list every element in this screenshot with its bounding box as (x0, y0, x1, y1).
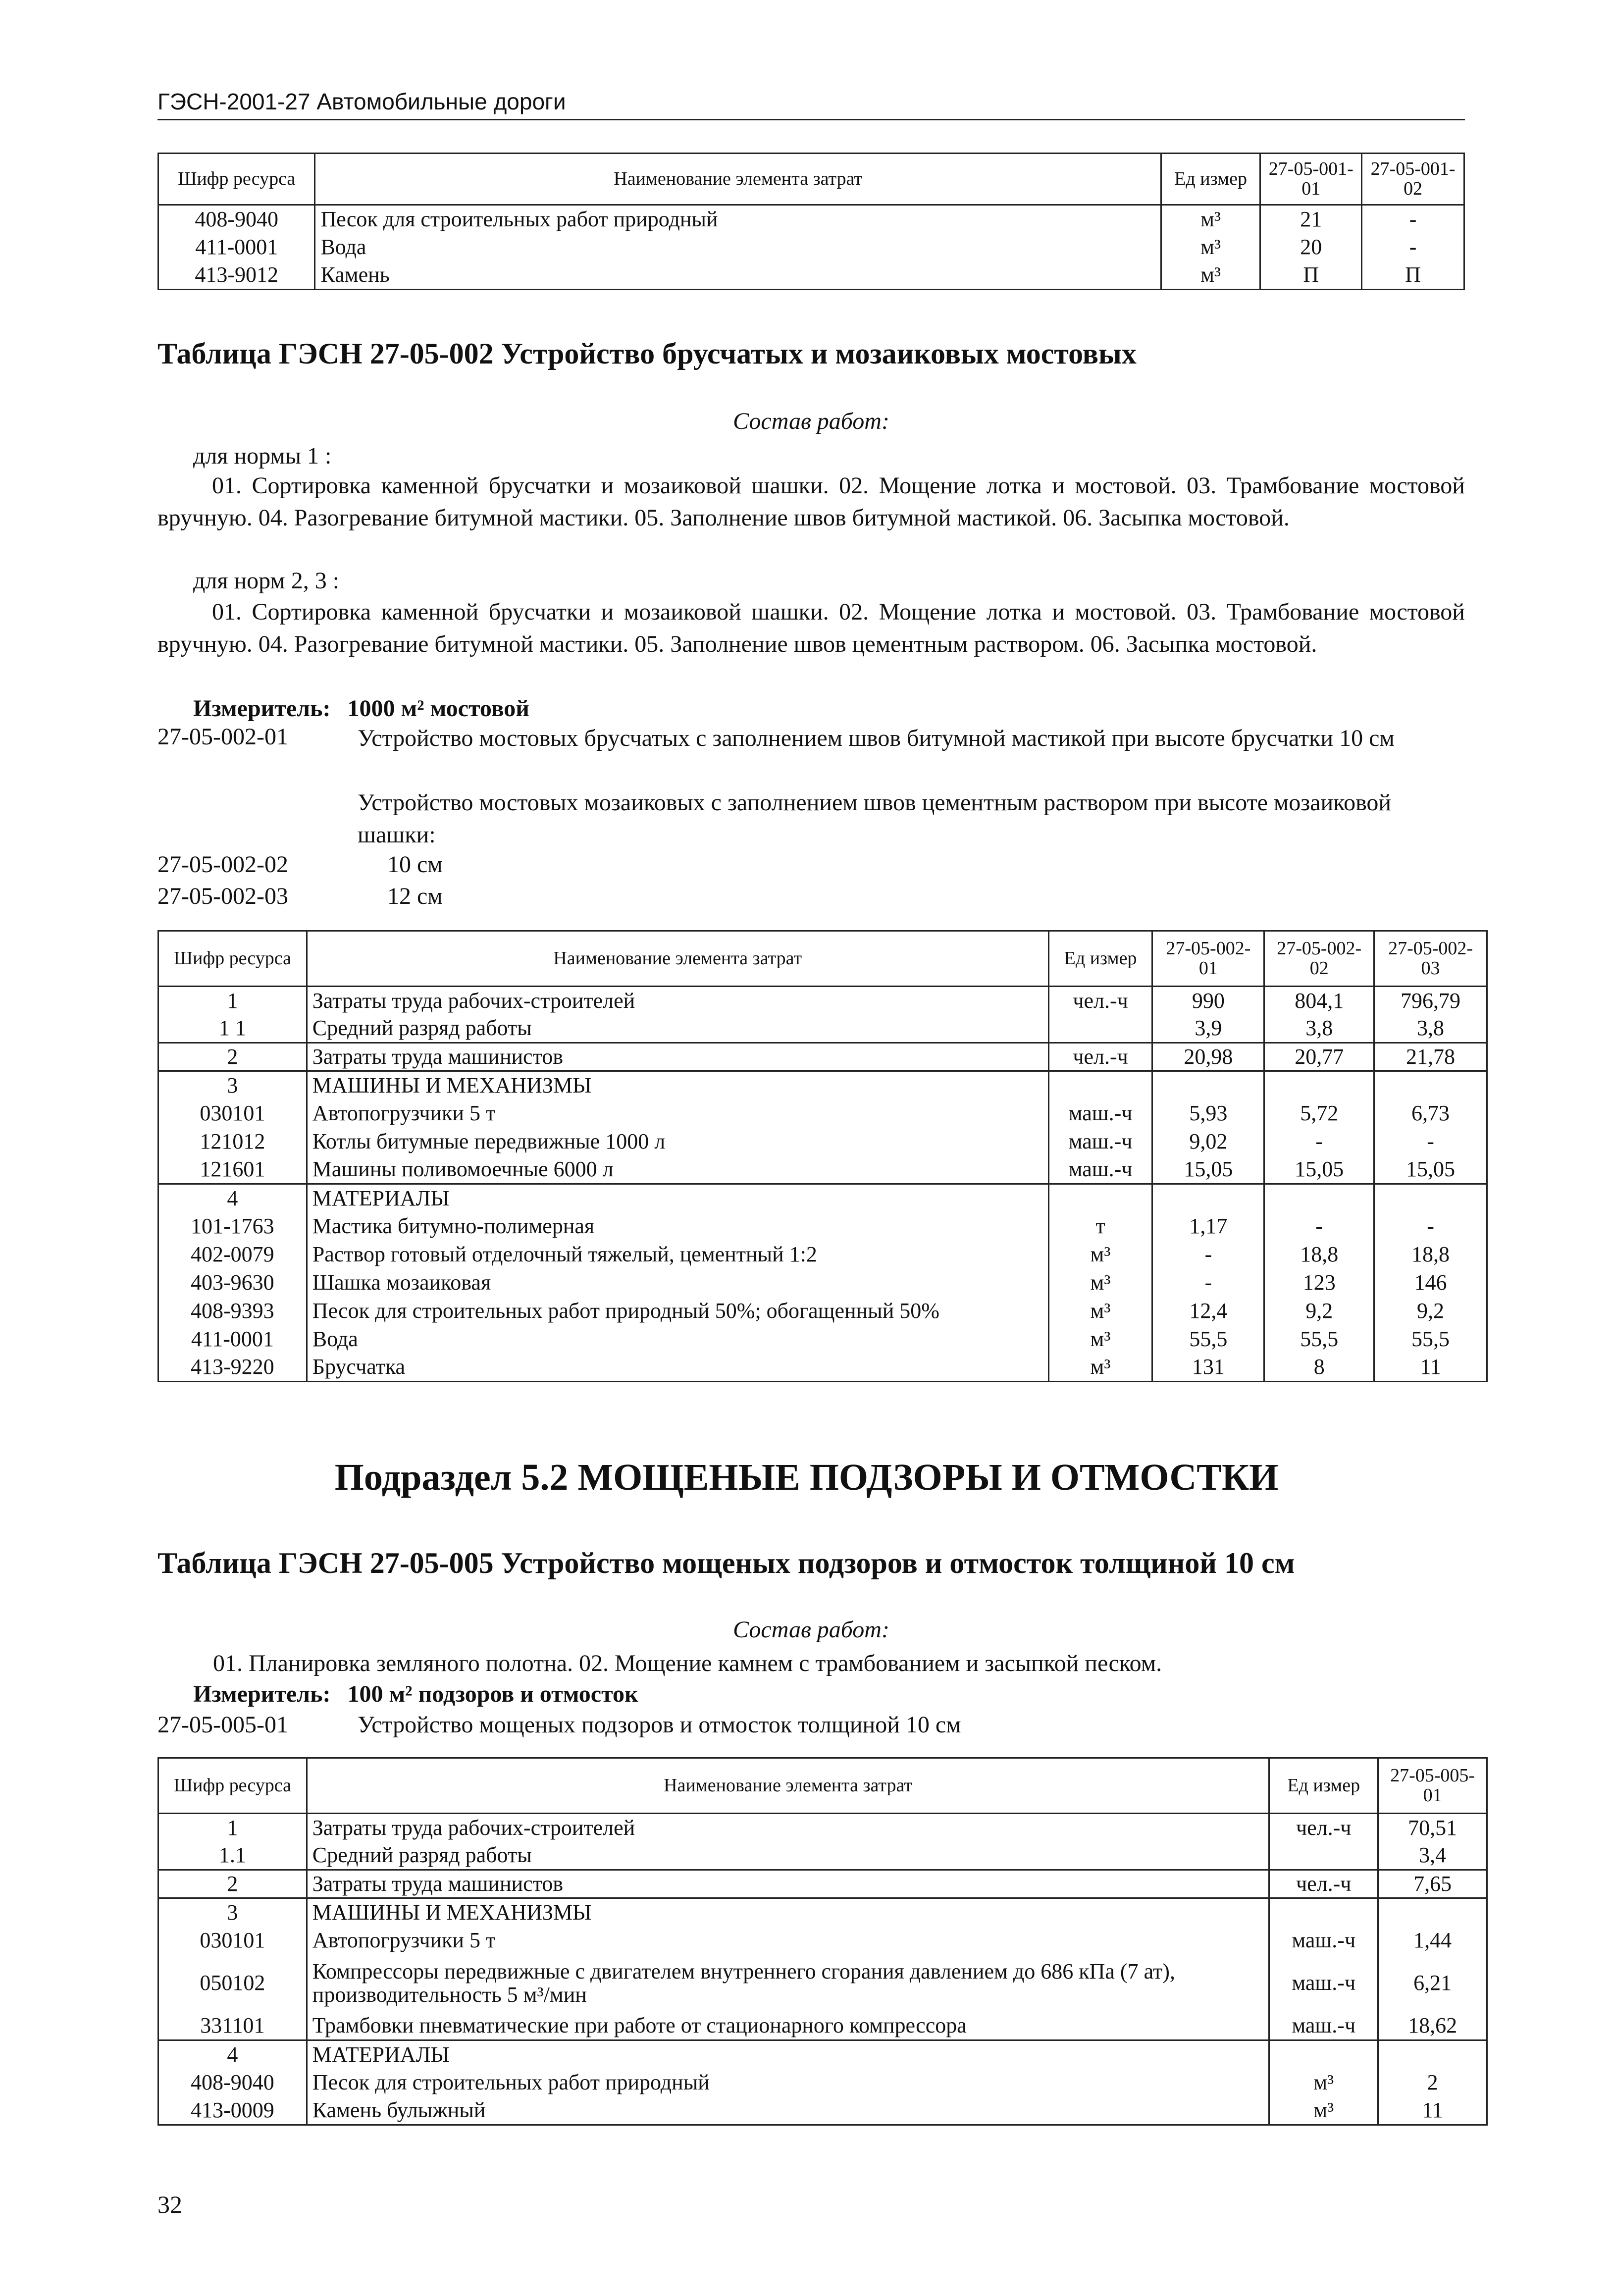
table-row (158, 1297, 1487, 1325)
row-unit: чел.-ч (1269, 1870, 1378, 1898)
row-value: 146 (1374, 1269, 1487, 1297)
row-unit: чел.-ч (1048, 987, 1152, 1015)
row-code: 403-9630 (158, 1269, 307, 1297)
row-value (1264, 1184, 1374, 1212)
col-code-header: Шифр ресурса (158, 1758, 307, 1814)
row-name: Камень булыжный (307, 2097, 1269, 2125)
col-code-header: Шифр ресурса (158, 154, 315, 205)
row-code: 3 (158, 1898, 307, 1927)
row-value: 6,73 (1374, 1099, 1487, 1128)
row-value: 18,8 (1264, 1241, 1374, 1269)
row-unit: м³ (1048, 1269, 1152, 1297)
resource-table-005 (157, 1757, 1488, 2126)
row-value: 70,51 (1378, 1814, 1487, 1842)
table-row (158, 2012, 1487, 2040)
norm-description: Устройство мощеных подзоров и отмосток толщиной 10 см (358, 1712, 961, 1738)
works-text: 01. Планировка земляного полотна. 02. Мощение камнем с трамбованием и засыпкой песком. (213, 1650, 1162, 1676)
row-name: Песок для строительных работ природный 50%; обогащенный 50% (307, 1297, 1048, 1325)
measure-label: Измеритель: (193, 1681, 331, 1707)
norm-description: 12 см (387, 883, 443, 909)
row-code: 4 (158, 2040, 307, 2069)
norm-description: 10 см (387, 851, 443, 878)
table-row (158, 2097, 1487, 2125)
row-value: 5,72 (1264, 1099, 1374, 1128)
row-name: МАШИНЫ И МЕХАНИЗМЫ (307, 1898, 1269, 1927)
table-row (158, 261, 1464, 290)
col-norm-header: 27-05-001-01 (1260, 154, 1362, 205)
row-code: 4 (158, 1184, 307, 1212)
measure-label: Измеритель: (193, 695, 331, 722)
row-code: 121601 (158, 1156, 307, 1184)
row-code: 121012 (158, 1128, 307, 1156)
col-norm-header: 27-05-001-02 (1362, 154, 1464, 205)
table-row (158, 1870, 1487, 1898)
col-unit-header: Ед измер (1269, 1758, 1378, 1814)
table-row (158, 1814, 1487, 1842)
row-value: 9,2 (1264, 1297, 1374, 1325)
row-code: 331101 (158, 2012, 307, 2040)
row-value (1374, 1071, 1487, 1099)
col-name-header: Наименование элемента затрат (307, 1758, 1269, 1814)
row-value: П (1362, 261, 1464, 290)
row-value: 2 (1378, 2069, 1487, 2097)
table-row (158, 1955, 1487, 2012)
row-name: Раствор готовый отделочный тяжелый, цементный 1:2 (307, 1241, 1048, 1269)
table-row (158, 1184, 1487, 1212)
row-value: 5,93 (1152, 1099, 1264, 1128)
table-row (158, 2069, 1487, 2097)
row-value: 3,4 (1378, 1842, 1487, 1870)
norm-description: Устройство мостовых брусчатых с заполнением швов битумной мастикой при высоте брусчатки 10 см (358, 725, 1395, 751)
row-value: 990 (1152, 987, 1264, 1015)
row-value: 804,1 (1264, 987, 1374, 1015)
table-row (158, 1842, 1487, 1870)
col-norm-header: 27-05-002-01 (1152, 931, 1264, 987)
row-unit: маш.-ч (1048, 1156, 1152, 1184)
table-row (158, 1927, 1487, 1955)
col-unit-header: Ед измер (1161, 154, 1260, 205)
norm-code: 27-05-005-01 (157, 1712, 288, 1738)
row-code: 1 (158, 987, 307, 1015)
row-value: 20,98 (1152, 1043, 1264, 1071)
row-value: 131 (1152, 1354, 1264, 1382)
row-unit (1269, 2040, 1378, 2069)
row-name: Брусчатка (307, 1354, 1048, 1382)
table-title: Таблица ГЭСН 27-05-002 Устройство брусчатых и мозаиковых мостовых (157, 337, 1137, 370)
row-value: 123 (1264, 1269, 1374, 1297)
row-value: 12,4 (1152, 1297, 1264, 1325)
row-unit (1048, 1184, 1152, 1212)
table-row (158, 205, 1464, 233)
row-name: Мастика битумно-полимерная (307, 1212, 1048, 1241)
row-unit: м³ (1048, 1325, 1152, 1354)
works-text-content: 01. Сортировка каменной брусчатки и мозаиковой шашки. 02. Мощение лотка и мостовой. 03. Трамбование мостовой вручную. 04. Разогревание битумной мастики. 05. Заполнение швов битумной мастикой. 06. Засыпка мостовой. (157, 472, 1465, 531)
row-name: МАТЕРИАЛЫ (307, 1184, 1048, 1212)
row-value: 3,8 (1374, 1015, 1487, 1043)
row-value: 55,5 (1264, 1325, 1374, 1354)
row-name: Средний разряд работы (307, 1015, 1048, 1043)
row-name: МАТЕРИАЛЫ (307, 2040, 1269, 2069)
page-number: 32 (157, 2191, 182, 2218)
row-name: Вода (315, 233, 1161, 261)
row-unit: м³ (1269, 2097, 1378, 2125)
row-code: 2 (158, 1870, 307, 1898)
table-row (158, 233, 1464, 261)
row-code: 411-0001 (158, 1325, 307, 1354)
row-value: 18,8 (1374, 1241, 1487, 1269)
row-name: Средний разряд работы (307, 1842, 1269, 1870)
row-unit: м³ (1161, 261, 1260, 290)
col-unit-header: Ед измер (1048, 931, 1152, 987)
row-code: 030101 (158, 1927, 307, 1955)
table-row (158, 1128, 1487, 1156)
row-code: 402-0079 (158, 1241, 307, 1269)
running-header: ГЭСН-2001-27 Автомобильные дороги (157, 88, 1465, 120)
table-row (158, 1099, 1487, 1128)
row-code: 030101 (158, 1099, 307, 1128)
row-unit: т (1048, 1212, 1152, 1241)
row-value: П (1260, 261, 1362, 290)
row-value: 1,44 (1378, 1927, 1487, 1955)
col-name-header: Наименование элемента затрат (307, 931, 1048, 987)
row-value: 55,5 (1374, 1325, 1487, 1354)
row-code: 408-9393 (158, 1297, 307, 1325)
row-code: 413-0009 (158, 2097, 307, 2125)
row-value (1378, 1898, 1487, 1927)
row-code: 050102 (158, 1955, 307, 2012)
row-name: Трамбовки пневматические при работе от стационарного компрессора (307, 2012, 1269, 2040)
row-value (1378, 2040, 1487, 2069)
resource-table-005-body (158, 1814, 1487, 2125)
row-value: - (1264, 1128, 1374, 1156)
table-row (158, 1898, 1487, 1927)
row-value: 9,2 (1374, 1297, 1487, 1325)
row-value: 21 (1260, 205, 1362, 233)
row-name: Песок для строительных работ природный (315, 205, 1161, 233)
row-value: 9,02 (1152, 1128, 1264, 1156)
table-row (158, 1241, 1487, 1269)
row-code: 408-9040 (158, 2069, 307, 2097)
row-name: Песок для строительных работ природный (307, 2069, 1269, 2097)
row-name: Затраты труда рабочих-строителей (307, 1814, 1269, 1842)
row-value: - (1152, 1241, 1264, 1269)
table-row (158, 1156, 1487, 1184)
row-code: 3 (158, 1071, 307, 1099)
row-value: - (1264, 1212, 1374, 1241)
row-value: 8 (1264, 1354, 1374, 1382)
row-name: Компрессоры передвижные с двигателем внутреннего сгорания давлением до 686 кПа (7 ат), производительность 5 м³/мин (307, 1955, 1269, 2012)
measure-value: 100 м² подзоров и отмосток (347, 1681, 638, 1707)
row-code: 1 1 (158, 1015, 307, 1043)
row-value: - (1362, 233, 1464, 261)
row-value: 18,62 (1378, 2012, 1487, 2040)
table-row (158, 1043, 1487, 1071)
row-name: Автопогрузчики 5 т (307, 1927, 1269, 1955)
norm-code: 27-05-002-02 (157, 851, 288, 878)
col-code-header: Шифр ресурса (158, 931, 307, 987)
row-code: 408-9040 (158, 205, 315, 233)
row-value: - (1152, 1269, 1264, 1297)
row-name: Автопогрузчики 5 т (307, 1099, 1048, 1128)
row-value: 796,79 (1374, 987, 1487, 1015)
col-norm-header: 27-05-002-02 (1264, 931, 1374, 987)
works-title: Состав работ: (733, 408, 889, 434)
row-unit: маш.-ч (1048, 1099, 1152, 1128)
row-unit: м³ (1161, 205, 1260, 233)
row-name: Затраты труда машинистов (307, 1870, 1269, 1898)
row-code: 101-1763 (158, 1212, 307, 1241)
table-title: Таблица ГЭСН 27-05-005 Устройство мощеных подзоров и отмосток толщиной 10 см (157, 1547, 1295, 1579)
row-unit: м³ (1048, 1241, 1152, 1269)
row-name: Камень (315, 261, 1161, 290)
row-value: 3,9 (1152, 1015, 1264, 1043)
row-name: Затраты труда машинистов (307, 1043, 1048, 1071)
works-text-content: 01. Сортировка каменной брусчатки и мозаиковой шашки. 02. Мощение лотка и мостовой. 03. Трамбование мостовой вручную. 04. Разогревание битумной мастики. 05. Заполнение швов цементным раствором. 06. Засыпка мостовой. (157, 599, 1465, 657)
row-unit: маш.-ч (1048, 1128, 1152, 1156)
row-value: 7,65 (1378, 1870, 1487, 1898)
row-unit: маш.-ч (1269, 1927, 1378, 1955)
col-name-header: Наименование элемента затрат (315, 154, 1161, 205)
row-unit: м³ (1048, 1354, 1152, 1382)
works-text (157, 470, 1465, 534)
table-row (158, 2040, 1487, 2069)
row-unit (1048, 1071, 1152, 1099)
row-name: Вода (307, 1325, 1048, 1354)
subsection-title: Подраздел 5.2 МОЩЕНЫЕ ПОДЗОРЫ И ОТМОСТКИ (334, 1457, 1279, 1498)
row-value: 11 (1378, 2097, 1487, 2125)
row-unit: м³ (1269, 2069, 1378, 2097)
table-row (158, 1325, 1487, 1354)
row-value (1374, 1184, 1487, 1212)
row-value: 20 (1260, 233, 1362, 261)
measure-line (193, 1678, 638, 1710)
row-value: - (1374, 1212, 1487, 1241)
row-name: Машины поливомоечные 6000 л (307, 1156, 1048, 1184)
row-value: 1,17 (1152, 1212, 1264, 1241)
row-name: Затраты труда рабочих-строителей (307, 987, 1048, 1015)
row-unit: маш.-ч (1269, 2012, 1378, 2040)
row-value: 3,8 (1264, 1015, 1374, 1043)
resource-table-002 (157, 930, 1488, 1382)
table-row (158, 1354, 1487, 1382)
table-row (158, 1269, 1487, 1297)
row-unit (1269, 1898, 1378, 1927)
row-value: 11 (1374, 1354, 1487, 1382)
norm-description: Устройство мостовых мозаиковых с заполнением швов цементным раствором при высоте мозаиковой шашки: (358, 789, 1392, 848)
row-code: 2 (158, 1043, 307, 1071)
row-name: Шашка мозаиковая (307, 1269, 1048, 1297)
works-title: Состав работ: (733, 1617, 889, 1643)
row-code: 1.1 (158, 1842, 307, 1870)
row-value: 21,78 (1374, 1043, 1487, 1071)
measure-value: 1000 м² мостовой (347, 695, 529, 722)
table-row (158, 1071, 1487, 1099)
row-unit: чел.-ч (1269, 1814, 1378, 1842)
works-text (157, 596, 1465, 660)
norm-code: 27-05-002-03 (157, 883, 288, 909)
row-value (1264, 1071, 1374, 1099)
row-name: МАШИНЫ И МЕХАНИЗМЫ (307, 1071, 1048, 1099)
resource-table-002-body (158, 987, 1487, 1382)
row-value: - (1374, 1128, 1487, 1156)
row-value: 20,77 (1264, 1043, 1374, 1071)
row-value (1152, 1071, 1264, 1099)
row-unit: чел.-ч (1048, 1043, 1152, 1071)
row-code: 413-9220 (158, 1354, 307, 1382)
row-value: 6,21 (1378, 1955, 1487, 2012)
row-value: - (1362, 205, 1464, 233)
row-value: 55,5 (1152, 1325, 1264, 1354)
norm-label: для норм 2, 3 : (193, 568, 340, 594)
table-row (158, 987, 1487, 1015)
row-unit (1269, 1842, 1378, 1870)
row-unit (1048, 1015, 1152, 1043)
row-unit: маш.-ч (1269, 1955, 1378, 2012)
row-code: 1 (158, 1814, 307, 1842)
col-norm-header: 27-05-005-01 (1378, 1758, 1487, 1814)
row-code: 413-9012 (158, 261, 315, 290)
norm-label: для нормы 1 : (193, 443, 332, 469)
row-code: 411-0001 (158, 233, 315, 261)
table-row (158, 1015, 1487, 1043)
row-value: 15,05 (1374, 1156, 1487, 1184)
row-unit: м³ (1161, 233, 1260, 261)
row-unit: м³ (1048, 1297, 1152, 1325)
row-name: Котлы битумные передвижные 1000 л (307, 1128, 1048, 1156)
row-value: 15,05 (1264, 1156, 1374, 1184)
row-value (1152, 1184, 1264, 1212)
measure-line (193, 692, 529, 725)
resource-table-001-body (157, 153, 1465, 290)
table-row (158, 1212, 1487, 1241)
row-value: 15,05 (1152, 1156, 1264, 1184)
col-norm-header: 27-05-002-03 (1374, 931, 1487, 987)
norm-code: 27-05-002-01 (157, 724, 288, 750)
